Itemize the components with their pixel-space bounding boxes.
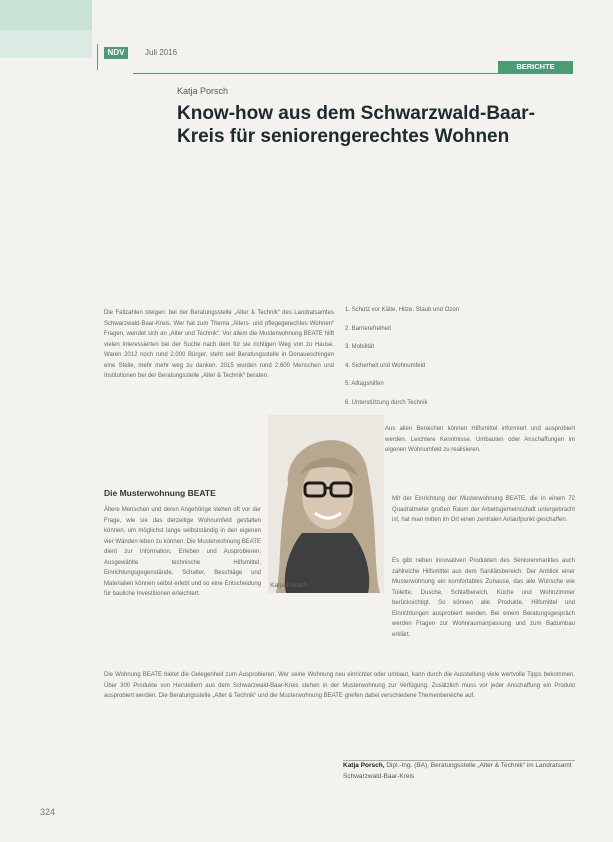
page-number: 324 bbox=[40, 807, 56, 817]
bio-text: Dipl.-Ing. (BA), Beratungsstelle „Alter & Technik“ im Landratsamt Schwarzwald-Baar-Kreis bbox=[343, 762, 572, 780]
list-item: 2. Barrierefreiheit bbox=[345, 325, 392, 332]
body-wide-paragraph: Die Wohnung BEATE bietet die Gelegenheit zum Ausprobieren. Wer seine Wohnung neu einrichtet oder umbaut, kann durch die Ausstellung viele wertvolle Tipps bekommen. Über 300 Produkte von Herstellern aus dem Schwarzwald-Baar-Kreis stehen in der Musterwohnung zur Verfügung. Zusätzlich muss vor jeder Anschaffung ein Produkt ausprobiert werden. Die Beratungsstelle „Alter & Technik“ und die Musterwohnung BEATE greifen dabei verschiedene Themenbereiche auf. bbox=[104, 672, 575, 699]
body-column-1: Die Fallzahlen steigen: bei der Beratungsstelle „Alter & Technik“ des Landratsamtes Schwarzwald-Baar-Kreis. Wer hat zum Thema „Alters- und pflegegerechtes Wohnen“ Fragen, wendet sich an „Alter und Technik“. Vor allem die Musterwohnung BEATE hilft vielen Interessierten bei der Suche nach dem für sie richtigen Weg von zu Hause. Waren 2012 noch rund 2.000 Bürger, steht seit Beratungsstelle in Donaueschingen eine Stelle, mehr mehr weg zu danken. 2015 wurden rund 2.600 Menschen und Institutionen bei der Beratungsstelle „Alter & Technik“ beraten. bbox=[104, 310, 334, 379]
bio-name: Katja Porsch, bbox=[343, 762, 385, 769]
list-item: 5. Alltagshilfen bbox=[345, 381, 384, 387]
list-item: 3. Mobilität bbox=[345, 344, 375, 350]
issue-date: Juli 2016 bbox=[145, 48, 178, 57]
list-item: 4. Sicherheit und Wohnumfeld bbox=[345, 362, 426, 369]
rubric-label: BERICHTE bbox=[498, 61, 573, 73]
header-rule bbox=[133, 73, 573, 74]
author-bio bbox=[343, 760, 575, 782]
topics-list bbox=[345, 305, 575, 416]
list-item: 1. Schutz vor Kälte, Hitze, Staub und Ozon bbox=[345, 307, 460, 313]
body-column-2c: Es gibt neben innovativen Produkten des Seniorenmarktes auch zahlreiche Hilfsmittel aus dem Sanitätsbereich. Der Anblick einer Musterwohnung ein komfortables Zuhause, das alle Wünsche wie Toilette, Dusche, Schlafbereich, Küche und Wohnzimmer berücksichtigt. So können alle Produkte, Hilfsmittel und Einrichtungen ausprobiert werden. Bei einem Beratungsgespräch werden Fragen zur Wohnraumanpassung und zum Badumbau erklärt. bbox=[392, 558, 575, 638]
header-divider bbox=[97, 44, 98, 70]
list-item: 6. Unterstützung durch Technik bbox=[345, 399, 428, 406]
body-column-2b: Mit der Einrichtung der Musterwohnung BEATE, die in einem 72 Quadratmeter großen Raum der Arbeitsgemeinschaft untergebracht ist, hat man mitten im Ort einen zentralen Anlaufpunkt geschaffen. bbox=[392, 496, 575, 523]
body-column-2a: Aus allen Bereichen können Hilfsmittel informiert und ausprobiert werden. Leichtere Kenntnisse, Umbauten oder Anschaffungen im eigenen Wohnumfeld zu realisieren. bbox=[385, 426, 575, 453]
body-column-1b: Ältere Menschen und deren Angehörige stehen oft vor der Frage, wie sie das derzeitige Wohnumfeld gestalten können, um möglichst lange selbstständig in den eigenen vier Wänden leben zu können. Die Musterwohnung BEATE dient zur Information, Erleben und Ausprobieren. Ausgewählte technische Hilfsmittel, Einrichtungsgegenstände, Schalter, Beschläge und Materialien können selbst erlebt und so eine Entscheidung für bauliche Investitionen erleichtert. bbox=[104, 507, 261, 597]
article-author: Katja Porsch bbox=[177, 86, 229, 96]
portrait-image bbox=[268, 415, 384, 593]
author-photo bbox=[268, 415, 384, 593]
corner-decoration-top bbox=[0, 0, 92, 30]
photo-caption: Katja Porsch bbox=[270, 582, 307, 589]
section-heading: Die Musterwohnung BEATE bbox=[104, 488, 216, 498]
article-title: Know-how aus dem Schwarzwald-Baar-Kreis für seniorengerechtes Wohnen bbox=[177, 103, 535, 147]
journal-badge: NDV bbox=[104, 47, 128, 59]
